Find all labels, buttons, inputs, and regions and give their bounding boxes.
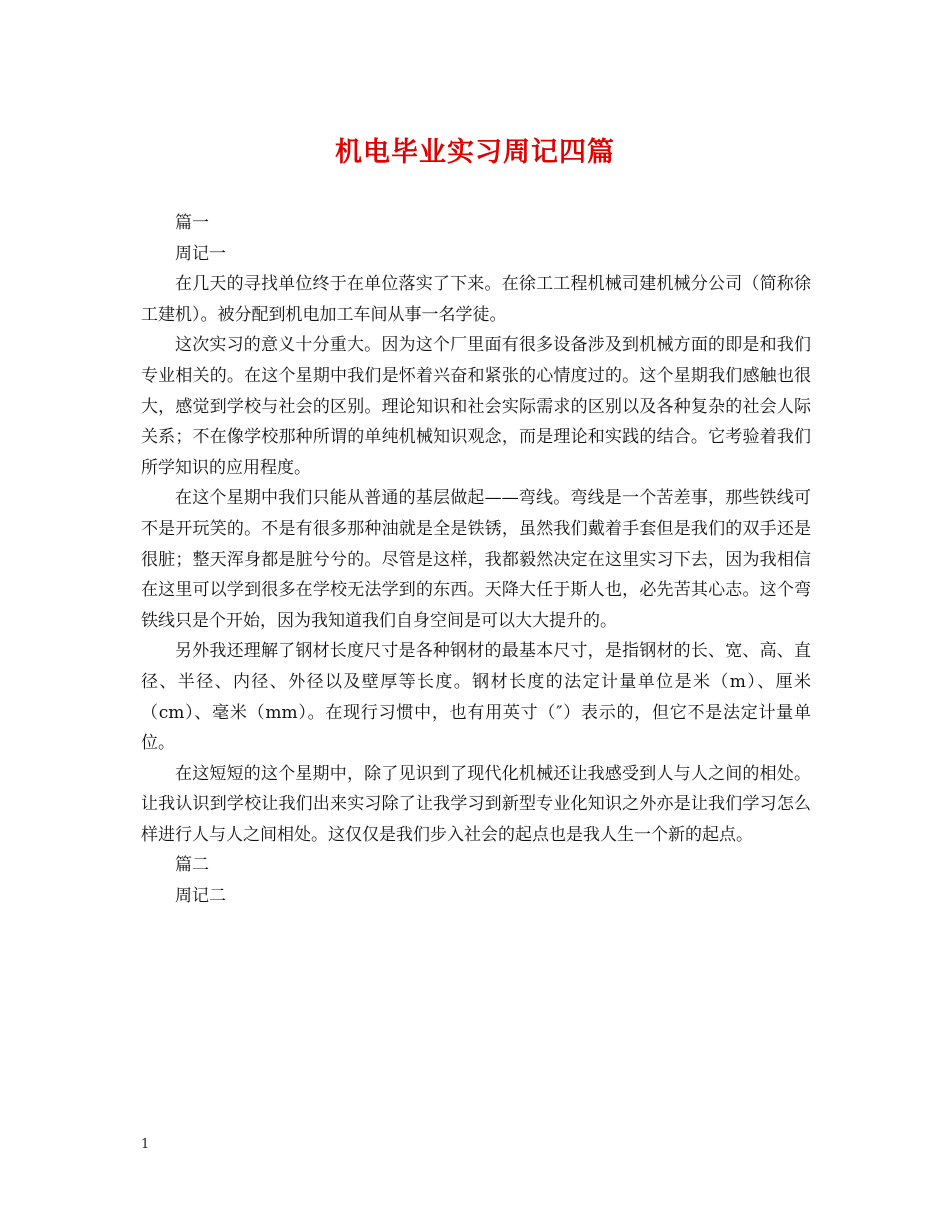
entry-heading-1: 周记一 xyxy=(175,243,226,264)
section-heading-1: 篇一 xyxy=(175,213,209,233)
document-title: 机电毕业实习周记四篇 xyxy=(335,137,615,168)
body-paragraph: 在这个星期中我们只能从普通的基层做起——弯线。弯线是一个苦差事，那些铁线可不是开玩笑的。不是有很多那种油就是全是铁锈，虽然我们戴着手套但是我们的双手还是很脏；整天浑身都是脏兮兮的。尽管是这样，我都毅然决定在这里实习下去，因为我相信在这里可以学到很多在学校无法学到的东西。天降大任于斯人也，必先苦其心志。这个弯铁线只是个开始，因为我知道我们自身空间是可以大大提升的。 xyxy=(141,488,811,631)
page-number: 1 xyxy=(141,1137,150,1152)
body-paragraph: 另外我还理解了钢材长度尺寸是各种钢材的最基本尺寸，是指钢材的长、宽、高、直径、半径、内径、外径以及壁厚等长度。钢材长度的法定计量单位是米（m）、厘米（cm）、毫米（mm）。在现行习惯中，也有用英寸（″）表示的，但它不是法定计量单位。 xyxy=(141,641,811,754)
entry-heading-2: 周记二 xyxy=(175,886,226,907)
body-paragraph: 在这短短的这个星期中，除了见识到了现代化机械还让我感受到人与人之间的相处。让我认识到学校让我们出来实习除了让我学习到新型专业化知识之外亦是让我们学习怎么样进行人与人之间相处。这仅仅是我们步入社会的起点也是我人生一个新的起点。 xyxy=(141,763,811,845)
section-heading-2: 篇二 xyxy=(175,855,209,876)
document-body xyxy=(141,208,811,912)
body-paragraph: 这次实习的意义十分重大。因为这个厂里面有很多设备涉及到机械方面的即是和我们专业相关的。在这个星期中我们是怀着兴奋和紧张的心情度过的。这个星期我们感触也很大，感觉到学校与社会的区别。理论知识和社会实际需求的区别以及各种复杂的社会人际关系；不在像学校那种所谓的单纯机械知识观念，而是理论和实践的结合。它考验着我们所学知识的应用程度。 xyxy=(141,335,811,478)
body-paragraph: 在几天的寻找单位终于在单位落实了下来。在徐工工程机械司建机械分公司（简称徐工建机）。被分配到机电加工车间从事一名学徒。 xyxy=(141,274,811,325)
